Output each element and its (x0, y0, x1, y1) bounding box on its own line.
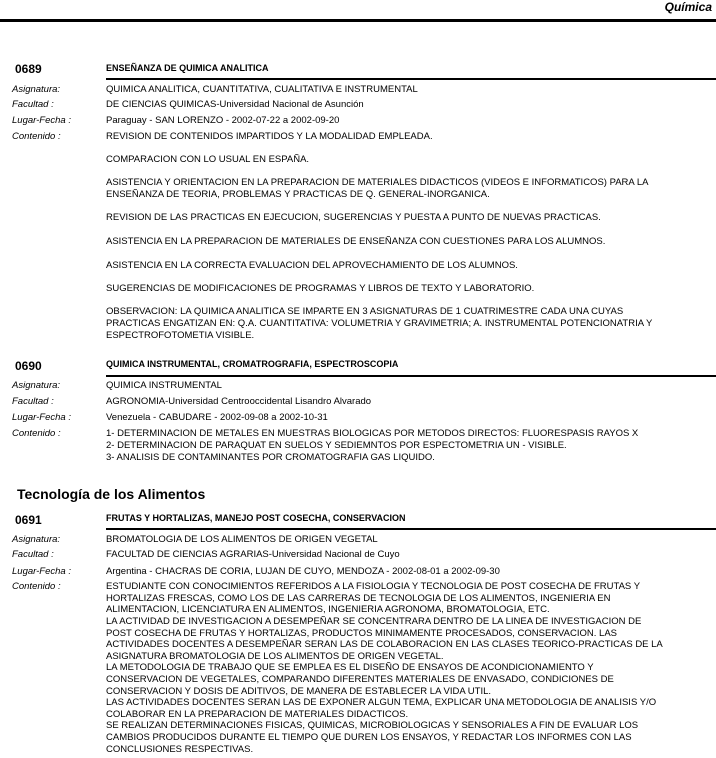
content-line: CONSERVACION Y DOSIS DE ADITIVOS, DE MANERA DE ESTABLECER LA VIDA UTIL. (106, 686, 492, 697)
content-line: LA METODOLOGIA DE TRABAJO QUE SE EMPLEA ES EL DISEÑO DE ENSAYOS DE ACONDICIONAMIENTO Y (106, 662, 594, 673)
content-line: ESTUDIANTE CON CONOCIMIENTOS REFERIDOS A LA FISIOLOGIA Y TECNOLOGIA DE POST COSECHA DE FRUTAS Y (106, 581, 641, 592)
label-facultad: Facultad : (12, 549, 54, 560)
content-line: POST COSECHA DE FRUTAS Y HORTALIZAS, PRODUCTOS MINIMAMENTE PROCESADOS, CONSERVACION. LAS (106, 628, 617, 639)
entry-code: 0691 (15, 513, 42, 527)
content-line: HORTALIZAS FRESCAS, COMO LOS DE LAS CARRERAS DE TECNOLOGIA DE LOS ALIMENTOS, INGENIERIA EN (106, 593, 611, 604)
content-line: ENSEÑANZA DE TEORIA, PROBLEMAS Y PRACTICAS DE Q. GENERAL-INORGANICA. (106, 189, 490, 200)
content-line: COLABORAR EN LA PREPARACION DE MATERIALES DIDACTICOS. (106, 709, 409, 720)
value-lugar: Paraguay - SAN LORENZO - 2002-07-22 a 2002-09-20 (106, 115, 340, 126)
value-asignatura: BROMATOLOGIA DE LOS ALIMENTOS DE ORIGEN VEGETAL (106, 534, 378, 545)
label-asignatura: Asignatura: (12, 534, 61, 545)
label-lugar: Lugar-Fecha : (12, 566, 71, 577)
value-asignatura: QUIMICA INSTRUMENTAL (106, 380, 222, 391)
content-line: ALIMENTACION, LICENCIATURA EN ALIMENTOS, INGENIERIA AGRONOMA, BROMATOLOGIA, ETC. (106, 604, 550, 615)
entry-code: 0690 (15, 359, 42, 373)
section-header: Química (664, 0, 712, 14)
content-line: ASISTENCIA EN LA CORRECTA EVALUACION DEL APROVECHAMIENTO DE LOS ALUMNOS. (106, 260, 518, 271)
entry-title: QUIMICA INSTRUMENTAL, CROMATROGRAFIA, ESPECTROSCOPIA (106, 359, 399, 369)
content-line: 2- DETERMINACION DE PARAQUAT EN SUELOS Y SEDIEMNTOS POR ESPECTOMETRIA UN - VISIBLE. (106, 440, 567, 451)
content-line: CONCLUSIONES RESPECTIVAS. (106, 744, 254, 755)
label-asignatura: Asignatura: (12, 84, 61, 95)
label-contenido: Contenido : (12, 131, 61, 142)
content-line: PRACTICAS ENGATIZAN EN: Q.A. CUANTITATIVA: VOLUMETRIA Y GRAVIMETRIA; A. INSTRUMENTAL POTENCIONATRIA Y (106, 318, 653, 329)
content-line: LA ACTIVIDAD DE INVESTIGACION A DESEMPEÑAR SE CONCENTRARA DENTRO DE LA LINEA DE INVESTIGACION DE (106, 616, 642, 627)
label-contenido: Contenido : (12, 581, 61, 592)
content-line: COMPARACION CON LO USUAL EN ESPAÑA. (106, 154, 310, 165)
content-line: OBSERVACION: LA QUIMICA ANALITICA SE IMPARTE EN 3 ASIGNATURAS DE 1 CUATRIMESTRE CADA UNA CUYAS (106, 306, 624, 317)
content-line: 3- ANALISIS DE CONTAMINANTES POR CROMATOGRAFIA GAS LIQUIDO. (106, 452, 435, 463)
label-contenido: Contenido : (12, 428, 61, 439)
content-line: ASISTENCIA Y ORIENTACION EN LA PREPARACION DE MATERIALES DIDACTICOS (VIDEOS E INFORMATICOS) PARA LA (106, 177, 649, 188)
entry-rule (106, 528, 716, 530)
category-title: Tecnología de los Alimentos (17, 486, 206, 502)
content-line: ASISTENCIA EN LA PREPARACION DE MATERIALES DE ENSEÑANZA CON CUESTIONES PARA LOS ALUMNOS. (106, 236, 606, 247)
content-line: REVISION DE CONTENIDOS IMPARTIDOS Y LA MODALIDAD EMPLEADA. (106, 131, 433, 142)
value-lugar: Argentina - CHACRAS DE CORIA, LUJAN DE CUYO, MENDOZA - 2002-08-01 a 2002-09-30 (106, 566, 500, 577)
label-facultad: Facultad : (12, 99, 54, 110)
content-line: SUGERENCIAS DE MODIFICACIONES DE PROGRAMAS Y LIBROS DE TEXTO Y LABORATORIO. (106, 283, 535, 294)
content-line: REVISION DE LAS PRACTICAS EN EJECUCION, SUGERENCIAS Y PUESTA A PUNTO DE NUEVAS PRACTICAS. (106, 212, 601, 223)
label-asignatura: Asignatura: (12, 380, 61, 391)
content-line: 1- DETERMINACION DE METALES EN MUESTRAS BIOLOGICAS POR METODOS DIRECTOS: FLUORESPASIS RAYOS X (106, 428, 639, 439)
entry-title: FRUTAS Y HORTALIZAS, MANEJO POST COSECHA, CONSERVACION (106, 513, 406, 523)
entry-rule (106, 375, 716, 377)
value-lugar: Venezuela - CABUDARE - 2002-09-08 a 2002-10-31 (106, 412, 328, 423)
header-rule (0, 19, 716, 22)
content-line: CONSERVACION DE VEGETALES, COMPARANDO DIFERENTES MATERIALES DE ENVASADO, CONDICIONES DE (106, 674, 614, 685)
value-facultad: AGRONOMIA-Universidad Centrooccidental Lisandro Alvarado (106, 396, 372, 407)
value-asignatura: QUIMICA ANALITICA, CUANTITATIVA, CUALITATIVA E INSTRUMENTAL (106, 84, 418, 95)
value-facultad: DE CIENCIAS QUIMICAS-Universidad Nacional de Asunción (106, 99, 364, 110)
content-line: ESPECTROFOTOMETIA VISIBLE. (106, 330, 255, 341)
content-line: ACTIVIDADES DOCENTES A DESEMPEÑAR SERAN LAS DE COLABORACION EN LAS CLASES TEORICO-PRACTICAS DE LA (106, 639, 663, 650)
value-facultad: FACULTAD DE CIENCIAS AGRARIAS-Universidad Nacional de Cuyo (106, 549, 400, 560)
content-line: LAS ACTIVIDADES DOCENTES SERAN LAS DE EXPONER ALGUN TEMA, EXPLICAR UNA METODOLOGIA DE ANALISIS Y/O (106, 697, 657, 708)
content-line: CAMBIOS PRODUCIDOS DURANTE EL TIEMPO QUE DUREN LOS ENSAYOS, Y REDACTAR LOS INFORMES CON LAS (106, 732, 632, 743)
label-facultad: Facultad : (12, 396, 54, 407)
entry-code: 0689 (15, 62, 42, 76)
content-line: ASIGNATURA BROMATOLOGIA DE LOS ALIMENTOS DE ORIGEN VEGETAL. (106, 651, 444, 662)
entry-title: ENSEÑANZA DE QUIMICA ANALITICA (106, 63, 269, 73)
label-lugar: Lugar-Fecha : (12, 412, 71, 423)
content-line: SE REALIZAN DETERMINACIONES FISICAS, QUIMICAS, MICROBIOLOGICAS Y SENSORIALES A FIN DE EVALUAR LOS (106, 720, 639, 731)
label-lugar: Lugar-Fecha : (12, 115, 71, 126)
entry-rule (106, 78, 716, 80)
